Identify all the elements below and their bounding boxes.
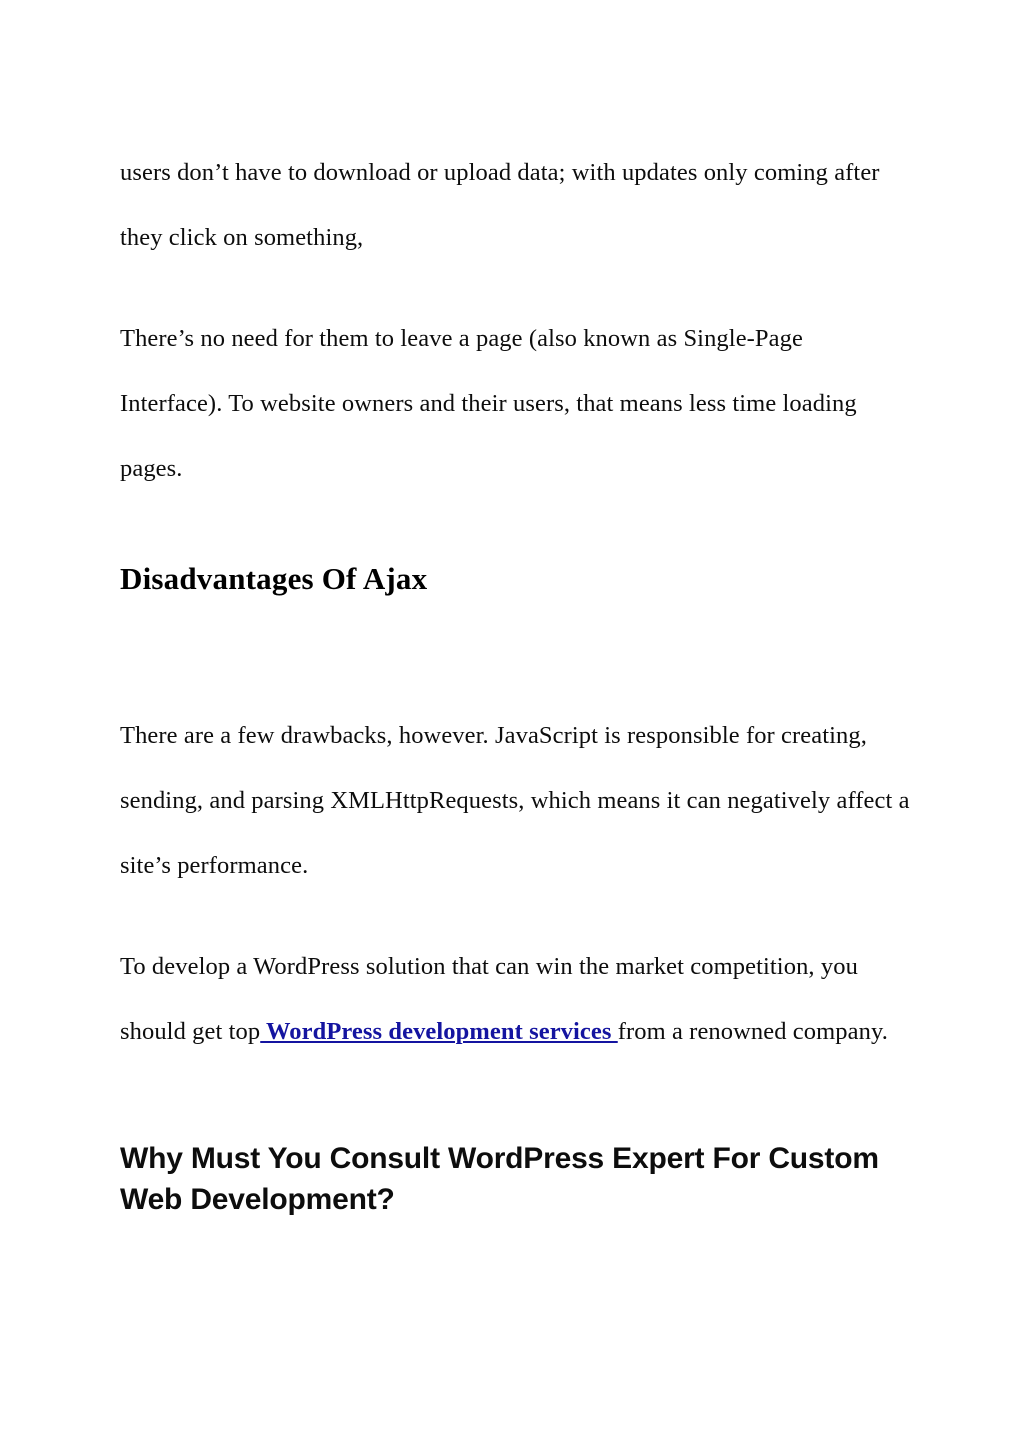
document-content: [120, 140, 910, 1220]
paragraph-text-before-link: To develop a WordPress solution that can win the market competition, you should get top: [120, 953, 858, 1045]
paragraph-single-page-interface: There’s no need for them to leave a page (also known as Single-Page Interface). To website owners and their users, that means less time loading pages.: [120, 325, 857, 482]
heading-why-consult-wordpress-expert: Why Must You Consult WordPress Expert For Custom Web Development?: [120, 1142, 879, 1216]
paragraph-intro-continued: users don’t have to download or upload data; with updates only coming after they click on something,: [120, 159, 880, 251]
paragraph-drawbacks: There are a few drawbacks, however. JavaScript is responsible for creating, sending, and parsing XMLHttpRequests, which means it can negatively affect a site’s performance.: [120, 722, 910, 879]
heading-spacer: [120, 599, 910, 703]
wordpress-development-services-link[interactable]: WordPress development services: [260, 1018, 618, 1045]
paragraph-text-after-link: from a renowned company.: [617, 1018, 888, 1045]
paragraph-wordpress-services: [120, 934, 910, 1064]
heading-disadvantages-of-ajax: Disadvantages Of Ajax: [120, 561, 428, 596]
